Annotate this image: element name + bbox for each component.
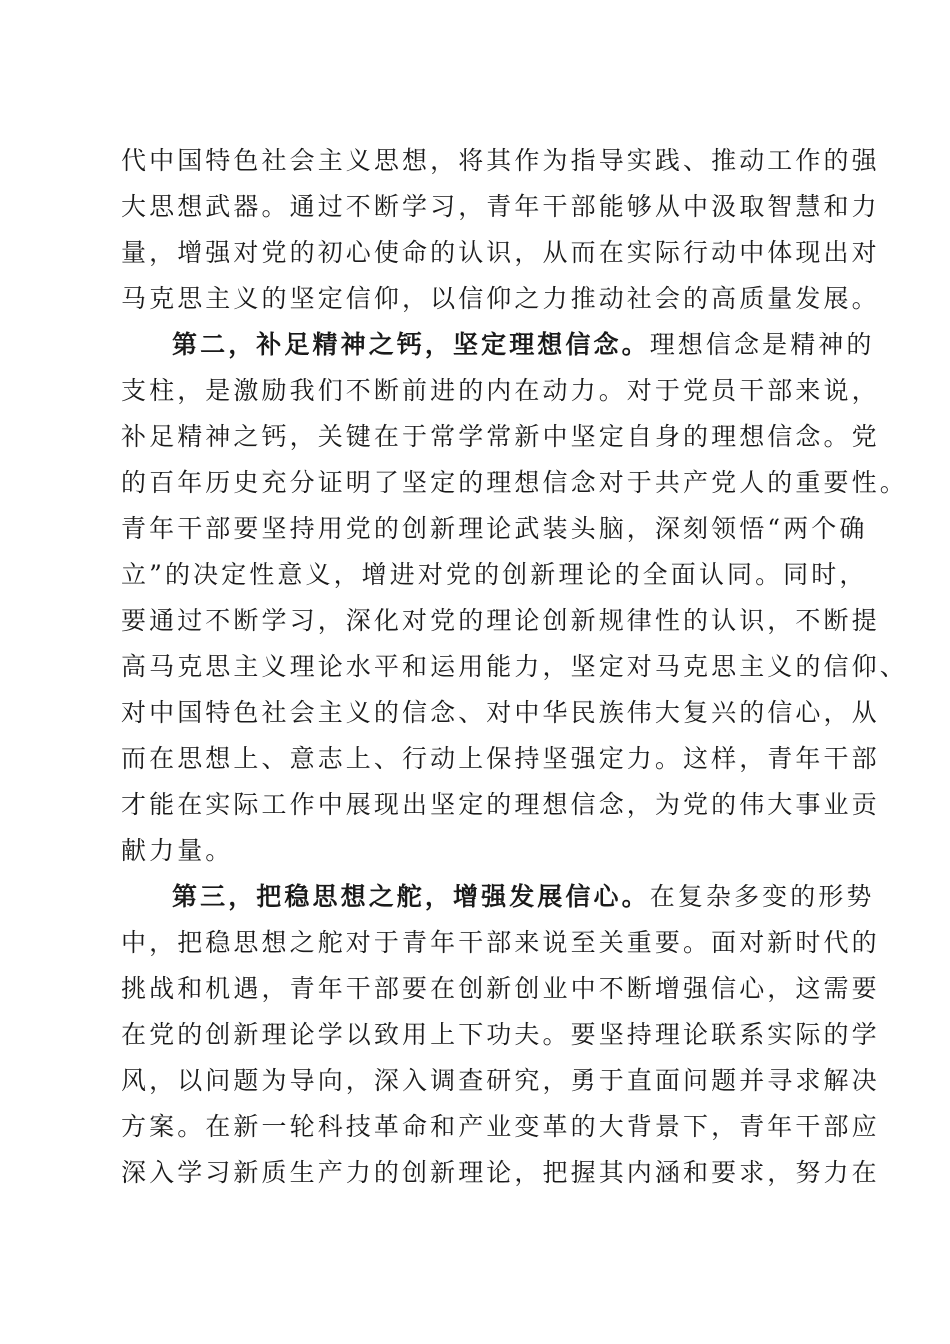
text-line: 风，以问题为导向，深入调查研究，勇于直面问题并寻求解决	[121, 1066, 880, 1095]
text-line: 量，增强对党的初心使命的认识，从而在实际行动中体现出对	[121, 238, 880, 267]
paragraph-two-first-line	[172, 330, 875, 360]
text-line: 马克思主义的坚定信仰，以信仰之力推动社会的高质量发展。	[121, 284, 880, 313]
text-line: 中，把稳思想之舵对于青年干部来说至关重要。面对新时代的	[121, 928, 880, 957]
text-line: 高马克思主义理论水平和运用能力，坚定对马克思主义的信仰、	[121, 652, 908, 681]
text-line: 深入学习新质生产力的创新理论，把握其内涵和要求，努力在	[121, 1158, 880, 1187]
paragraph-three-start: 在复杂多变的形势	[649, 882, 875, 911]
text-line: 支柱，是激励我们不断前进的内在动力。对于党员干部来说，	[121, 376, 880, 405]
text-line: 才能在实际工作中展现出坚定的理想信念，为党的伟大事业贡	[121, 790, 880, 819]
paragraph-three-heading: 第三，把稳思想之舵，增强发展信心。	[172, 882, 650, 911]
text-line: 的百年历史充分证明了坚定的理想信念对于共产党人的重要性。	[121, 468, 908, 497]
paragraph-two-start: 理想信念是精神的	[649, 330, 875, 359]
paragraph-three-first-line	[172, 882, 875, 912]
text-line: 方案。在新一轮科技革命和产业变革的大背景下，青年干部应	[121, 1112, 880, 1141]
text-line: 献力量。	[121, 836, 234, 865]
text-line: 挑战和机遇，青年干部要在创新创业中不断增强信心，这需要	[121, 974, 880, 1003]
text-line: 立”的决定性意义，增进对党的创新理论的全面认同。同时，	[121, 560, 868, 589]
text-line: 在党的创新理论学以致用上下功夫。要坚持理论联系实际的学	[121, 1020, 880, 1049]
text-line: 要通过不断学习，深化对党的理论创新规律性的认识，不断提	[121, 606, 880, 635]
text-line: 大思想武器。通过不断学习，青年干部能够从中汲取智慧和力	[121, 192, 880, 221]
text-line: 对中国特色社会主义的信念、对中华民族伟大复兴的信心，从	[121, 698, 880, 727]
text-line: 代中国特色社会主义思想，将其作为指导实践、推动工作的强	[121, 146, 880, 175]
text-line: 青年干部要坚持用党的创新理论武装头脑，深刻领悟“两个确	[121, 514, 868, 543]
paragraph-two-heading: 第二，补足精神之钙，坚定理想信念。	[172, 330, 650, 359]
text-line: 补足精神之钙，关键在于常学常新中坚定自身的理想信念。党	[121, 422, 880, 451]
text-line: 而在思想上、意志上、行动上保持坚强定力。这样，青年干部	[121, 744, 880, 773]
